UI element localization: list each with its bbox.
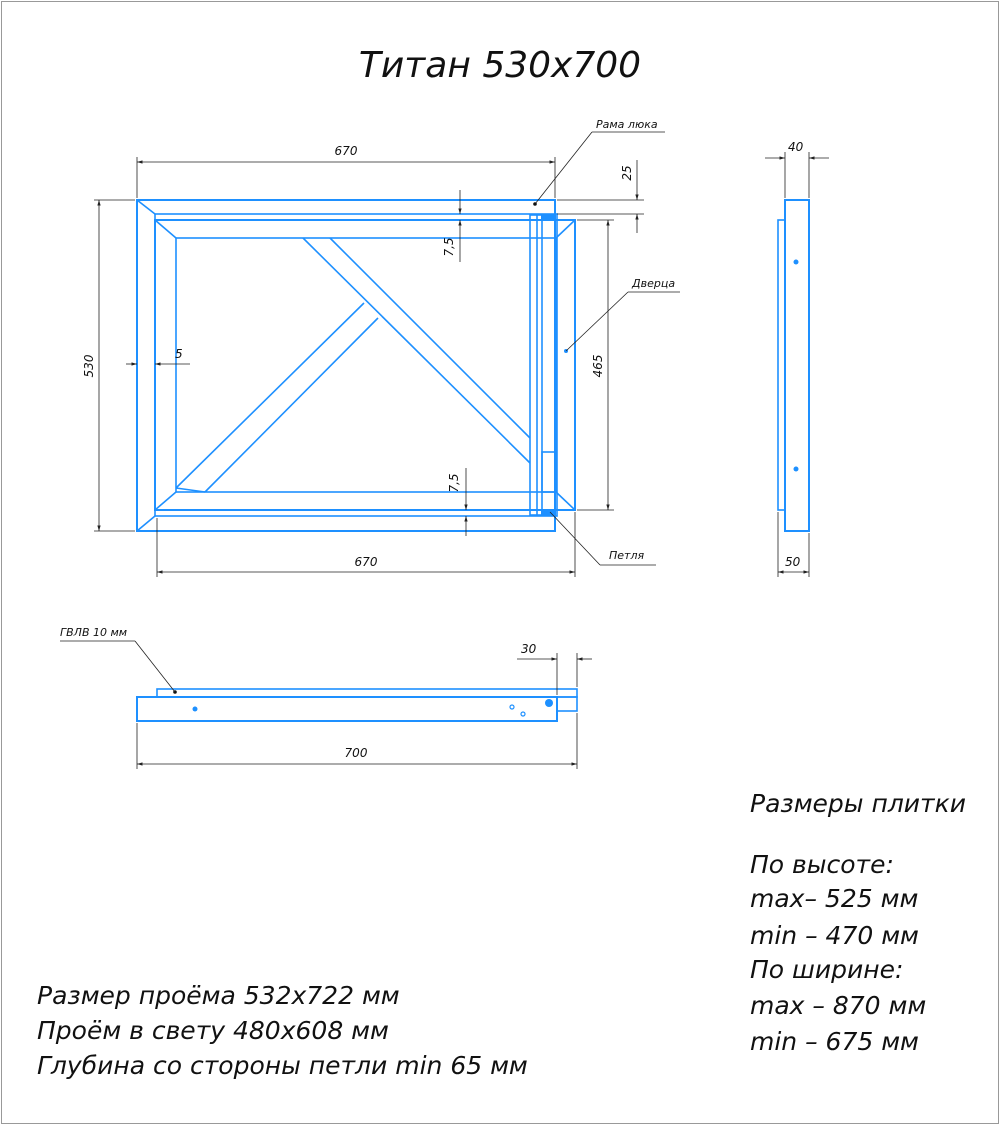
dim-door-height: 465: [591, 354, 605, 378]
dim-top-offset: 7,5: [442, 237, 456, 257]
tile-width-min: min – 675 мм: [750, 1027, 919, 1056]
tile-height-label: По высоте:: [750, 850, 894, 879]
dim-height: 530: [82, 354, 96, 378]
dim-plan-offset: 30: [521, 642, 537, 656]
hinge-mark-top: [541, 214, 555, 220]
dim-top-gap: 25: [620, 165, 634, 181]
dim-top-width: 670: [334, 144, 358, 158]
label-frame: Рама люка: [596, 118, 658, 131]
tile-heading: Размеры плитки: [750, 789, 966, 818]
label-board: ГВЛВ 10 мм: [60, 626, 128, 639]
drawing-title: Титан 530х700: [358, 45, 642, 86]
frame-inner: [155, 214, 557, 516]
dim-bottom-width: 670: [354, 555, 378, 569]
door-inner: [176, 238, 556, 492]
tile-width-label: По ширине:: [750, 955, 904, 984]
note-clear: Проём в свету 480х608 мм: [37, 1016, 389, 1045]
note-opening: Размер проёма 532х722 мм: [37, 981, 400, 1010]
plan-view: [60, 626, 592, 769]
dim-left-offset: 5: [175, 347, 183, 361]
tile-height-max: max– 525 мм: [750, 884, 919, 913]
tile-width-max: max – 870 мм: [750, 991, 927, 1020]
dim-bottom-offset: 7,5: [447, 473, 461, 493]
dim-plan-length: 700: [344, 746, 368, 760]
opening-notes: [37, 981, 528, 1080]
hinge-strip: [530, 215, 542, 515]
tile-sizes: [750, 789, 966, 1056]
front-view: [137, 200, 575, 531]
dim-side-bottom: 50: [785, 555, 801, 569]
frame-outer: [137, 200, 555, 531]
label-door: Дверца: [632, 277, 676, 290]
front-dimensions: [82, 144, 644, 577]
dim-side-top: 40: [788, 140, 804, 154]
tile-height-min: min – 470 мм: [750, 921, 919, 950]
door-outer: [155, 220, 575, 510]
label-hinge: Петля: [609, 549, 645, 562]
side-view: [765, 140, 829, 577]
note-depth: Глубина со стороны петли min 65 мм: [37, 1051, 528, 1080]
